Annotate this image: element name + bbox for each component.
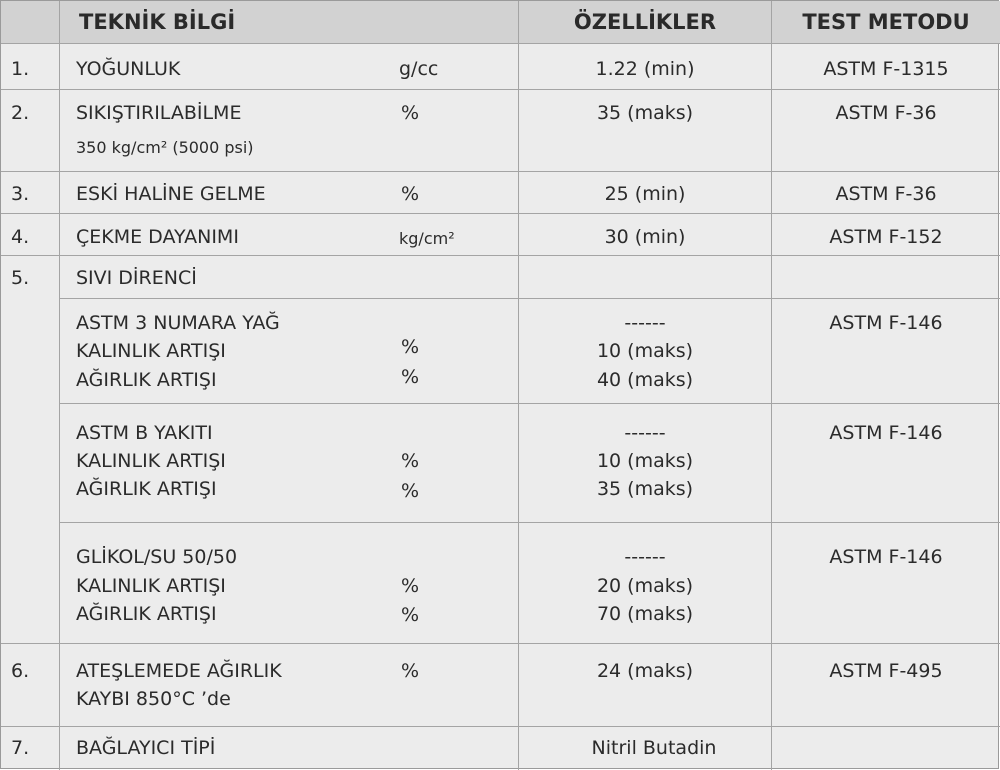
- row-name: ATEŞLEMEDE AĞIRLIK: [76, 660, 282, 682]
- fluid-weight-label: AĞIRLIK ARTIŞI: [76, 603, 217, 625]
- fluid-thickness-unit: %: [401, 575, 420, 597]
- row-unit: %: [401, 660, 420, 682]
- fluid-weight-value: 40 (maks): [596, 369, 694, 391]
- row-method: ASTM F-1315: [823, 58, 949, 80]
- fluid-weight-value: 35 (maks): [596, 478, 694, 500]
- row-name: YOĞUNLUK: [76, 58, 181, 80]
- fluid-method: ASTM F-146: [829, 546, 943, 568]
- fluid-thickness-unit: %: [401, 336, 420, 358]
- fluid-method: ASTM F-146: [829, 312, 943, 334]
- header-method-label: TEST METODU: [802, 10, 970, 34]
- fluid-weight-label: AĞIRLIK ARTIŞI: [76, 478, 217, 500]
- fluid-title: GLİKOL/SU 50/50: [76, 546, 238, 568]
- fluid-method: ASTM F-146: [829, 422, 943, 444]
- row-unit: %: [401, 102, 420, 124]
- row-unit: kg/cm²: [399, 229, 455, 248]
- fluid-dash: ------: [624, 546, 666, 568]
- fluid-weight-label: AĞIRLIK ARTIŞI: [76, 369, 217, 391]
- row-value: 24 (maks): [596, 660, 694, 682]
- row-name: ESKİ HALİNE GELME: [76, 183, 266, 205]
- row-number: 3.: [11, 183, 30, 205]
- row-value: 25 (min): [604, 183, 686, 205]
- row-name: BAĞLAYICI TİPİ: [76, 737, 216, 759]
- fluid-thickness-unit: %: [401, 450, 420, 472]
- fluid-thickness-value: 10 (maks): [596, 450, 694, 472]
- fluid-dash: ------: [624, 312, 666, 334]
- fluid-weight-unit: %: [401, 604, 420, 626]
- row-number: 1.: [11, 58, 30, 80]
- fluid-weight-value: 70 (maks): [596, 603, 694, 625]
- row-value: 1.22 (min): [595, 58, 695, 80]
- fluid-dash: ------: [624, 422, 666, 444]
- row-method: ASTM F-495: [829, 660, 943, 682]
- row-method: ASTM F-36: [835, 102, 937, 124]
- fluid-thickness-value: 20 (maks): [596, 575, 694, 597]
- fluid-weight-unit: %: [401, 480, 420, 502]
- row-subtitle: 350 kg/cm² (5000 psi): [76, 138, 254, 157]
- row-number: 2.: [11, 102, 30, 124]
- row-number: 4.: [11, 226, 30, 248]
- fluid-thickness-label: KALINLIK ARTIŞI: [76, 450, 226, 472]
- fluid-thickness-label: KALINLIK ARTIŞI: [76, 340, 226, 362]
- header-props-label: ÖZELLİKLER: [573, 10, 717, 34]
- row-name: SIVI DİRENCİ: [76, 267, 197, 289]
- fluid-thickness-label: KALINLIK ARTIŞI: [76, 575, 226, 597]
- row-number: 5.: [11, 267, 30, 289]
- fluid-thickness-value: 10 (maks): [596, 340, 694, 362]
- row-value: 35 (maks): [596, 102, 694, 124]
- row-unit: g/cc: [399, 58, 439, 80]
- row-name-line2: KAYBI 850°C ’de: [76, 688, 231, 710]
- row-name: ÇEKME DAYANIMI: [76, 226, 239, 248]
- row-value: Nitril Butadin: [591, 737, 717, 759]
- fluid-title: ASTM 3 NUMARA YAĞ: [76, 312, 280, 334]
- row-value: 30 (min): [604, 226, 686, 248]
- fluid-title: ASTM B YAKITI: [76, 422, 213, 444]
- fluid-weight-unit: %: [401, 366, 420, 388]
- header-num-cell: [1, 1, 59, 43]
- row-number: 6.: [11, 660, 30, 682]
- row-unit: %: [401, 183, 420, 205]
- row-method: ASTM F-36: [835, 183, 937, 205]
- header-info-label: TEKNİK BİLGİ: [79, 10, 236, 34]
- row-method: ASTM F-152: [829, 226, 943, 248]
- row-name: SIKIŞTIRILABİLME: [76, 102, 242, 124]
- row-number: 7.: [11, 737, 30, 759]
